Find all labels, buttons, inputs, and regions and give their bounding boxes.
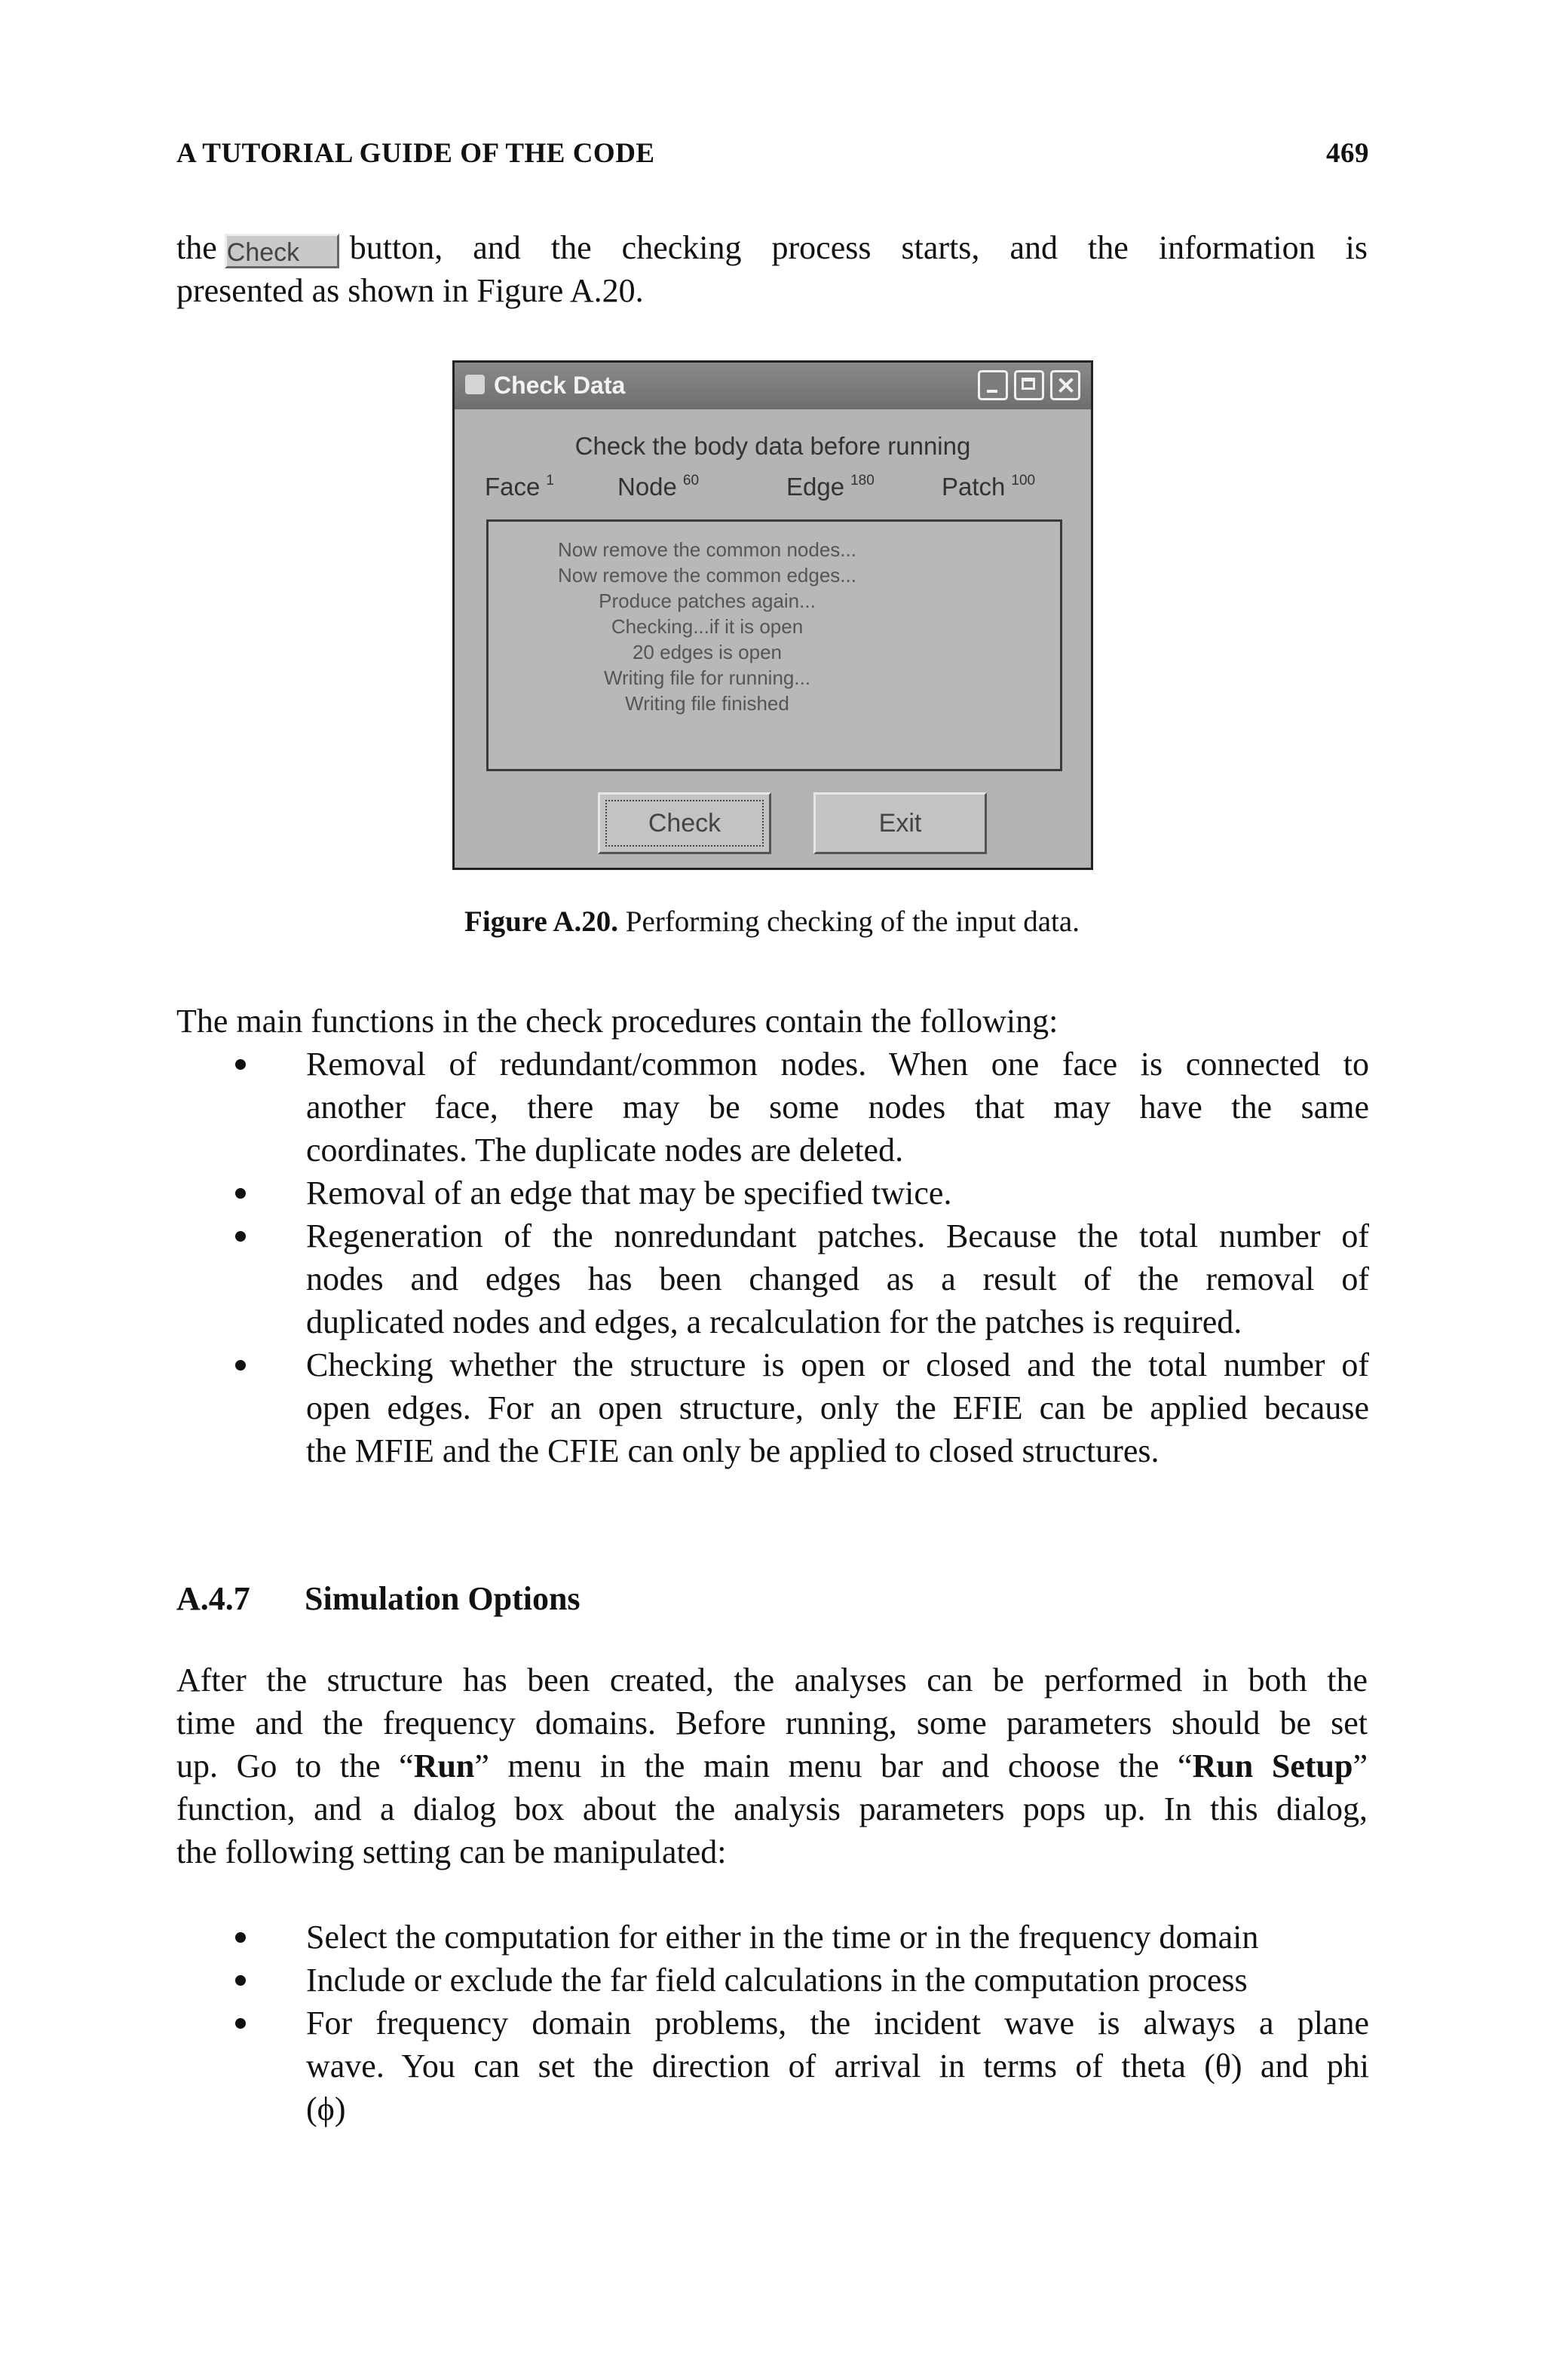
minimize-icon[interactable] [978, 370, 1008, 400]
log-line: Writing file finished [625, 692, 789, 715]
inline-check-button-image: Check [225, 234, 339, 268]
opening-paragraph [176, 226, 1368, 312]
log-line: Writing file for running... [603, 666, 811, 689]
opening-line-1: the Check button, and the checking process starts, and the information is [176, 229, 1368, 267]
bullet-icon [235, 1059, 246, 1070]
stat-node: Node $^{60}$ [617, 473, 700, 501]
app-icon [465, 375, 485, 394]
log-output-box[interactable] [486, 519, 1062, 771]
bullet-icon [235, 2018, 246, 2029]
opening-line-2: presented as shown in Figure A.20. [176, 272, 644, 309]
section-title: Simulation Options [305, 1580, 581, 1617]
simulation-settings-list [176, 1916, 1369, 2130]
list-item: Select the computation for either in the time or in the frequency domain [176, 1916, 1369, 1959]
section-number: A.4.7 [176, 1580, 250, 1617]
bullet-icon [235, 1932, 246, 1943]
figure-label: Figure A.20. [464, 905, 619, 938]
running-head [176, 137, 1369, 170]
close-icon[interactable] [1050, 370, 1080, 400]
dialog-titlebar [455, 363, 1091, 409]
list-item: Checking whether the structure is open or closed and the total number of open edges. For an open structure, only the EFIE can be applied because the MFIE and the CFIE can only be applied to closed structures. [176, 1343, 1369, 1472]
dialog-heading: Check the body data before running [574, 432, 971, 460]
list-intro: The main functions in the check procedures contain the following: [176, 1003, 1058, 1040]
exit-button[interactable]: Exit [813, 792, 987, 854]
log-line: Now remove the common nodes... [558, 538, 856, 561]
log-line: Checking...if it is open [611, 615, 804, 638]
list-item: Include or exclude the far field calculations in the computation process [176, 1959, 1369, 2002]
figure-caption [0, 905, 1544, 939]
log-line: Now remove the common edges... [558, 564, 856, 587]
section-heading [176, 1579, 581, 1618]
bullet-icon [235, 1360, 246, 1371]
page-number: 469 [1326, 138, 1369, 169]
list-item: Regeneration of the nonredundant patches. Because the total number of nodes and edges has been changed as a result of the removal of duplicated nodes and edges, a recalculation for the patches is required. [176, 1215, 1369, 1343]
simulation-paragraph: After the structure has been created, the analyses can be performed in both the time and the frequency domains. Before running, some parameters should be set up. Go to the “Run” menu in the main menu bar and choose the “Run Setup” function, and a dialog box about the analysis parameters pops up. In this dialog, the following setting can be manipulated: [176, 1662, 1368, 1870]
bullet-icon [235, 1231, 246, 1242]
stat-face: Face $^1$ [485, 473, 554, 501]
check-data-dialog [452, 360, 1093, 870]
check-functions-list [176, 1043, 1369, 1472]
check-button[interactable]: Check [598, 792, 771, 854]
bullet-icon [235, 1188, 246, 1199]
bullet-icon [235, 1975, 246, 1986]
log-line: 20 edges is open [632, 641, 783, 663]
list-item: Removal of an edge that may be specified twice. [176, 1172, 1369, 1215]
stat-patch: Patch $^{100}$ [942, 473, 1036, 501]
list-item: Removal of redundant/common nodes. When one face is connected to another face, there may be some nodes that may have the same coordinates. The duplicate nodes are deleted. [176, 1043, 1369, 1172]
running-head-title: A TUTORIAL GUIDE OF THE CODE [176, 138, 655, 169]
stat-edge: Edge $^{180}$ [786, 473, 875, 501]
figure-caption-text: Performing checking of the input data. [625, 905, 1080, 938]
list-item: For frequency domain problems, the incident wave is always a plane wave. You can set the direction of arrival in terms of theta (θ) and phi (ϕ) [176, 2002, 1369, 2130]
maximize-icon[interactable] [1014, 370, 1044, 400]
dialog-title: Check Data [494, 372, 626, 399]
log-line: Produce patches again... [599, 590, 816, 612]
